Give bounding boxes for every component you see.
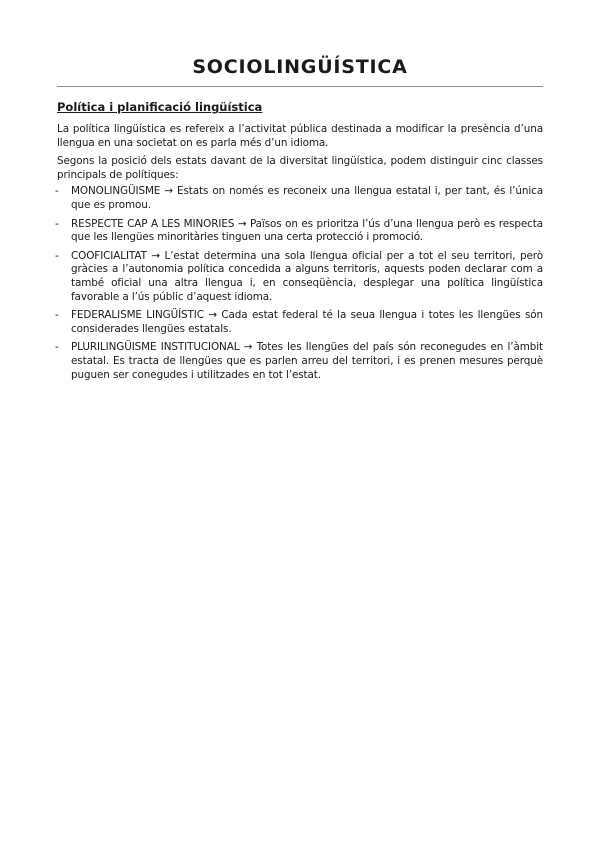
policy-term: FEDERALISME LINGÜÍSTIC: [71, 309, 204, 322]
classes-paragraph: Segons la posició dels estats davant de la diversitat lingüística, podem distinguir cinc classes principals de polítiques:: [57, 155, 543, 181]
policy-term: COOFICIALITAT: [71, 249, 147, 262]
arrow-icon: →: [243, 341, 253, 354]
policy-description: Cada estat federal té la seua llengua i totes les llengües són considerades llengües estatals.: [71, 309, 544, 335]
policy-description: Totes les llengües del país són reconegudes en l’àmbit estatal. Es tracta de llengües que es parlen arreu del territori, i es prenen mesures perquè puguen ser conegudes i utilitzades en tot l’estat.: [71, 341, 544, 381]
list-item: [57, 309, 543, 336]
policy-list: [57, 185, 543, 382]
policy-description: Estats on només es reconeix una llengua estatal i, per tant, és l’única que es promou.: [71, 185, 544, 211]
policy-term: RESPECTE CAP A LES MINORIES: [71, 217, 235, 230]
title-divider: [57, 86, 543, 87]
list-item: [57, 250, 543, 304]
policy-term: MONOLINGÜISME: [71, 185, 161, 198]
arrow-icon: →: [237, 217, 247, 230]
arrow-icon: →: [208, 309, 217, 322]
policy-term: PLURILINGÜISME INSTITUCIONAL: [71, 341, 240, 354]
bullet-dash: -: [55, 217, 59, 230]
list-item: [57, 341, 543, 382]
arrow-icon: →: [151, 249, 160, 262]
bullet-dash: -: [55, 249, 59, 262]
bullet-dash: -: [55, 185, 59, 198]
page-title: SOCIOLINGÜÍSTICA: [192, 56, 408, 78]
bullet-dash: -: [55, 341, 59, 354]
bullet-dash: -: [55, 309, 59, 322]
policy-description: Països on es prioritza l’ús d’una llengua però es respecta que les llengües minoritàries tinguen una certa protecció i promoció.: [71, 217, 544, 244]
list-item: [57, 218, 543, 245]
list-item: [57, 185, 543, 212]
arrow-icon: →: [164, 185, 173, 198]
policy-description: L’estat determina una sola llengua oficial per a tot el seu territori, però gràcies a l’autonomia política concedida a alguns territoris, aquests poden declarar com a també oficial una altra llengua i, en conseqüència, desplegar una política lingüística favorable a l’ús públic d’aquest idioma.: [71, 249, 544, 303]
intro-paragraph: La política lingüística es refereix a l’activitat pública destinada a modificar la presència d’una llengua en una societat on es parla més d’un idioma.: [57, 123, 543, 149]
section-heading: Política i planificació lingüística: [57, 100, 263, 114]
